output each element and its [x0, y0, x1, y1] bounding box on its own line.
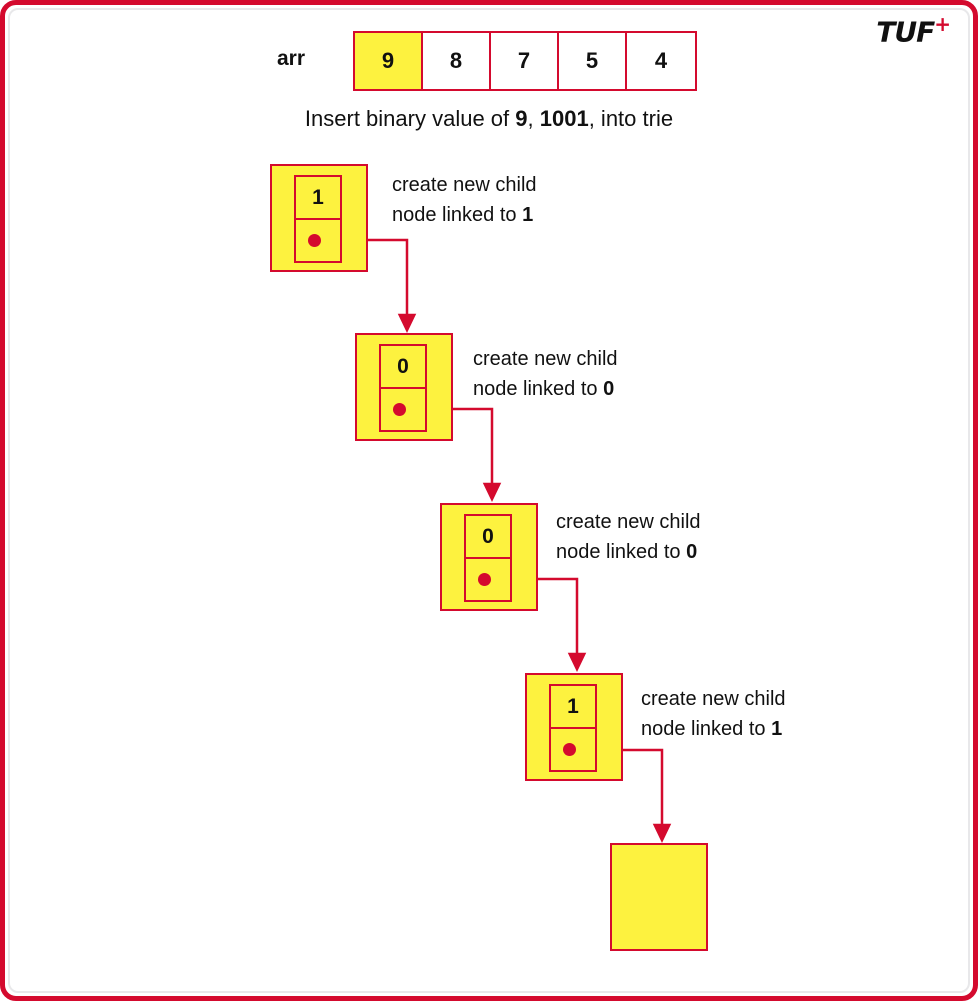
trie-node	[525, 673, 623, 781]
annotation-line-2	[556, 537, 701, 567]
trie-node-inner	[549, 684, 597, 772]
annotation-line-2-bit: 0	[603, 378, 615, 400]
annotation-line-2-bit: 1	[522, 204, 534, 226]
trie-node-inner	[294, 175, 342, 263]
annotation-line-2-text: node linked to	[556, 541, 687, 563]
trie-node-bit: 1	[296, 177, 340, 220]
array-cell: 8	[423, 33, 491, 89]
trie-node-link-slot	[296, 220, 340, 263]
node-annotation	[641, 684, 786, 744]
link-dot-icon	[563, 743, 576, 756]
array-cells	[353, 31, 697, 91]
caption-middle: ,	[527, 106, 540, 131]
annotation-line-2-text: node linked to	[641, 718, 772, 740]
caption-binary: 1001	[539, 106, 589, 131]
trie-node-inner	[379, 344, 427, 432]
link-dot-icon	[393, 403, 406, 416]
trie-node-empty	[610, 843, 708, 951]
node-annotation	[392, 170, 537, 230]
array-cell: 7	[491, 33, 559, 89]
annotation-line-1: create new child	[641, 688, 786, 710]
annotation-line-1: create new child	[392, 174, 537, 196]
trie-node-bit: 1	[551, 686, 595, 729]
annotation-line-2-bit: 0	[686, 541, 698, 563]
annotation-line-1: create new child	[473, 348, 618, 370]
brand-plus: +	[934, 12, 950, 36]
array-cell: 5	[559, 33, 627, 89]
inner-frame	[8, 8, 970, 993]
annotation-line-2-bit: 1	[771, 718, 783, 740]
array-cell: 4	[627, 33, 695, 89]
trie-node	[440, 503, 538, 611]
link-dot-icon	[308, 234, 321, 247]
link-dot-icon	[478, 573, 491, 586]
trie-node-bit: 0	[466, 516, 510, 559]
caption-value: 9	[515, 106, 528, 131]
trie-node-link-slot	[466, 559, 510, 602]
node-annotation	[556, 507, 701, 567]
brand-name: TUF	[876, 15, 935, 49]
annotation-line-1: create new child	[556, 511, 701, 533]
array-label: arr	[277, 47, 306, 70]
array-cell: 9	[355, 33, 423, 89]
trie-node-bit: 0	[381, 346, 425, 389]
annotation-line-2	[473, 374, 618, 404]
caption-suffix: , into trie	[588, 106, 674, 131]
caption	[0, 106, 978, 132]
trie-node	[355, 333, 453, 441]
tuf-logo	[876, 12, 950, 48]
trie-node-link-slot	[381, 389, 425, 432]
trie-node-link-slot	[551, 729, 595, 772]
annotation-line-2-text: node linked to	[473, 378, 604, 400]
trie-node	[270, 164, 368, 272]
node-annotation	[473, 344, 618, 404]
caption-prefix: Insert binary value of	[304, 106, 516, 131]
annotation-line-2-text: node linked to	[392, 204, 523, 226]
annotation-line-2	[392, 200, 537, 230]
trie-node-inner	[464, 514, 512, 602]
annotation-line-2	[641, 714, 786, 744]
